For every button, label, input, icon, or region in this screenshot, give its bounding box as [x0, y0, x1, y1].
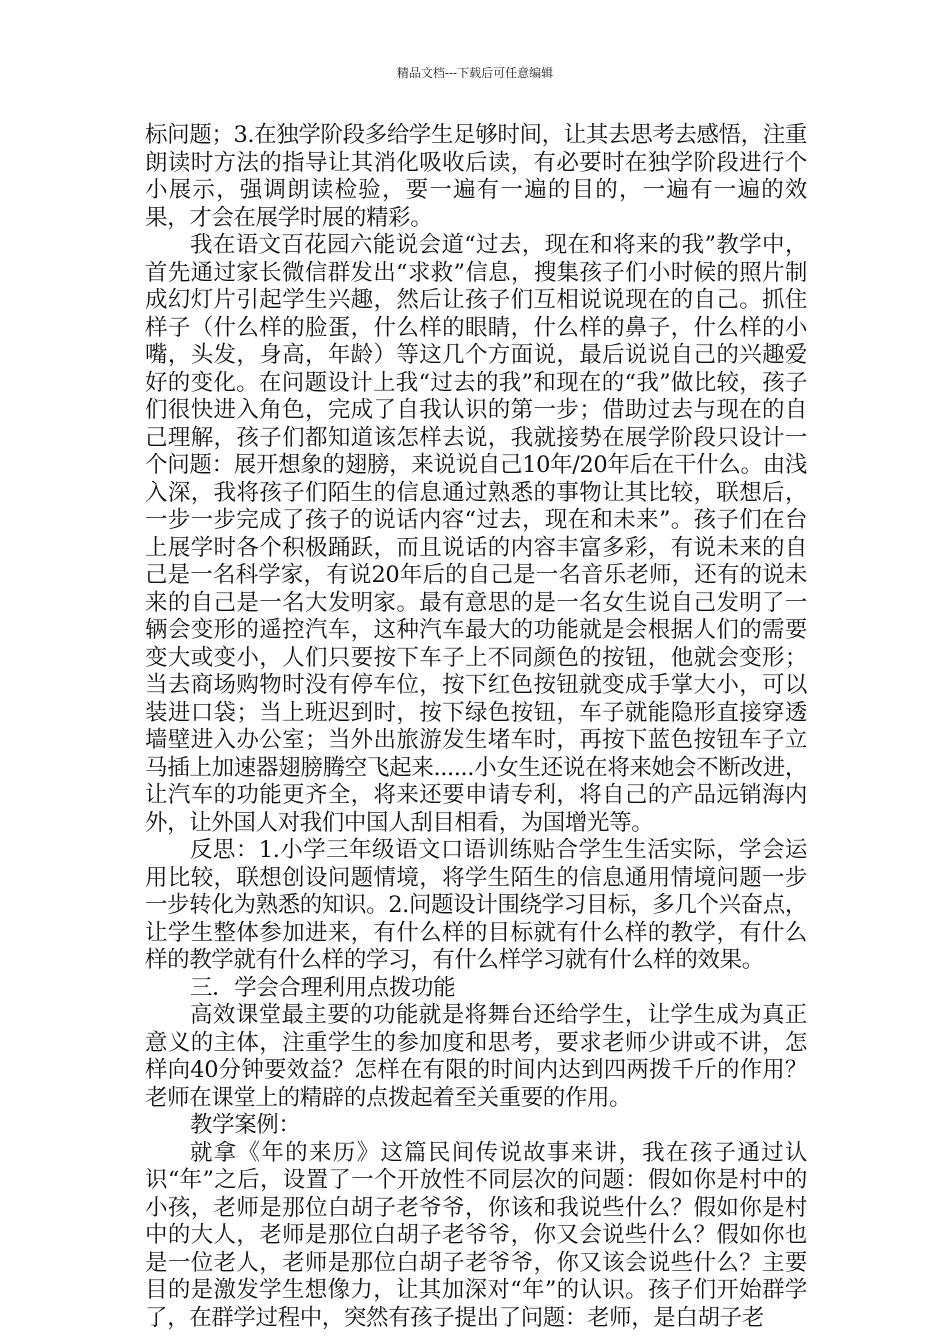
paragraph-reflection: 反思：1.小学三年级语文口语训练贴合学生生活实际，学会运用比较，联想创设问题情境，将学生陌生的信息通用情境问题一步一步转化为熟悉的知识。2.问题设计围绕学习目标，多几个兴奋点，让学生整体参加进来，有什么样的目标就有什么样的教学，有什么样的教学就有什么样的学习，有什么样学习就有什么样的效果。	[145, 837, 807, 973]
paragraph-nian-story: 就拿《年的来历》这篇民间传说故事来讲，我在孩子通过认识“年”之后，设置了一个开放性不同层次的问题：假如你是村中的小孩，老师是那位白胡子老爷爷，你该和我说些什么？假如你是村中的大人，老师是那位白胡子老爷爷，你又会说些什么？假如你也是一位老人，老师是那位白胡子老爷爷，你又该会说些什么？主要目的是激发学生想像力，让其加深对“年”的认识。孩子们开始群学了，在群学过程中，突然有孩子提出了问题：老师，是白胡子老	[145, 1139, 807, 1331]
page-header: 精品文档---下载后可任意编辑	[396, 66, 554, 80]
document-body	[145, 122, 807, 1332]
paragraph-continuation: 标问题；3.在独学阶段多给学生足够时间，让其去思考去感悟，注重朗读时方法的指导让其消化吸收后读，有必要时在独学阶段进行个小展示，强调朗读检验，要一遍有一遍的目的，一遍有一遍的效果，才会在展学时展的精彩。	[145, 122, 807, 231]
paragraph-efficient-classroom: 高效课堂最主要的功能就是将舞台还给学生，让学生成为真正意义的主体，注重学生的参加度和思考，要求老师少讲或不讲，怎样向40分钟要效益？怎样在有限的时间内达到四两拨千斤的作用？老师在课堂上的精辟的点拨起着至关重要的作用。	[145, 1002, 807, 1111]
paragraph-case-label: 教学案例：	[190, 1112, 301, 1138]
paragraph-teaching-case: 我在语文百花园六能说会道“过去，现在和将来的我”教学中，首先通过家长微信群发出“求救”信息，搜集孩子们小时候的照片制成幻灯片引起学生兴趣，然后让孩子们互相说说现在的自己。抓住样子（什么样的脸蛋，什么样的眼睛，什么样的鼻子，什么样的小嘴，头发，身高，年龄）等这几个方面说，最后说说自己的兴趣爱好的变化。在问题设计上我“过去的我”和现在的“我”做比较，孩子们很快进入角色，完成了自我认识的第一步；借助过去与现在的自己理解，孩子们都知道该怎样去说，我就接势在展学阶段只设计一个问题：展开想象的翅膀，来说说自己10年/20年后在干什么。由浅入深，我将孩子们陌生的信息通过熟悉的事物让其比较，联想后，一步一步完成了孩子的说话内容“过去，现在和未来”。孩子们在台上展学时各个积极踊跃，而且说话的内容丰富多彩，有说未来的自己是一名科学家，有说20年后的自己是一名音乐老师，还有的说未来的自己是一名大发明家。最有意思的是一名女生说自己发明了一辆会变形的遥控汽车，这种汽车最大的功能就是会根据人们的需要变大或变小，人们只要按下车子上不同颜色的按钮，他就会变形；当去商场购物时没有停车位，按下红色按钮就变成手掌大小，可以装进口袋；当上班迟到时，按下绿色按钮，车子就能隐形直接穿透墙壁进入办公室；当外出旅游发生堵车时，再按下蓝色按钮车子立马插上加速器翅膀腾空飞起来......小女生还说在将来她会不断改进，让汽车的功能更齐全，将来还要申请专利，将自己的产品远销海内外，让外国人对我们中国人刮目相看，为国增光等。	[145, 232, 807, 836]
section-heading: 三．学会合理利用点拨功能	[190, 974, 456, 1001]
